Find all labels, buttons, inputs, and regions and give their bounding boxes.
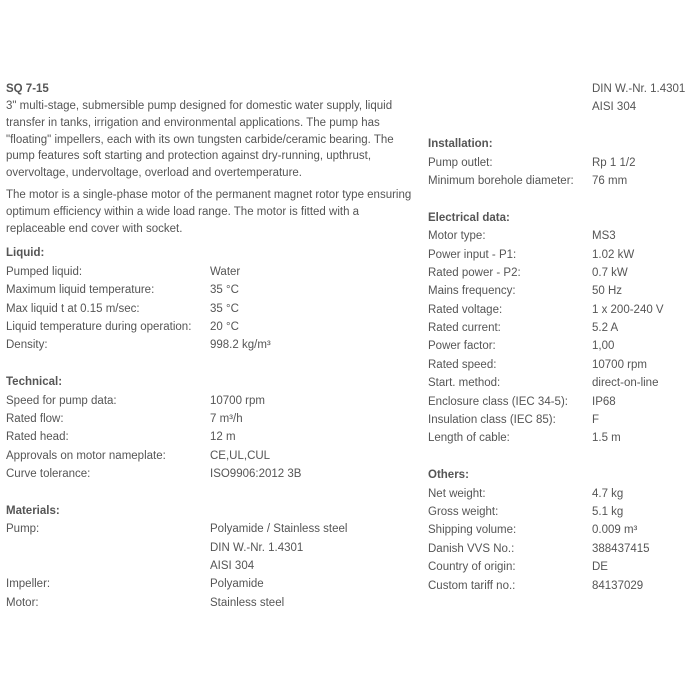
spec-value: 76 mm [592,174,628,187]
spec-value: 12 m [210,431,236,444]
spec-label: Minimum borehole diameter: [428,174,574,187]
spec-value: Water [210,265,241,278]
spec-label: Rated speed: [428,358,497,371]
spec-row-pump-material [6,520,416,575]
spec-value: 0.7 kW [592,266,628,279]
spec-row-approvals [6,447,416,465]
spec-row-gross-weight [428,503,698,521]
spec-label: Rated flow: [6,412,64,425]
spec-label: Liquid temperature during operation: [6,320,192,333]
electrical-section-title: Electrical data: [428,211,510,224]
spec-row-min-borehole-diameter [428,172,698,190]
spec-row-shipping-volume [428,521,698,539]
spec-label: Curve tolerance: [6,468,91,481]
spec-row-max-liquid-t-flow [6,300,416,318]
spec-label: Rated current: [428,322,501,335]
spec-label: Rated head: [6,431,69,444]
spec-value: Polyamide [210,578,264,591]
spec-value: 35 °C [210,302,239,315]
spec-row-country-of-origin [428,558,698,576]
technical-section-title: Technical: [6,376,63,389]
spec-row-start-method [428,374,698,392]
spec-row-max-liquid-temperature [6,281,416,299]
spec-label: Insulation class (IEC 85): [428,414,556,427]
spec-value: IP68 [592,395,616,408]
left-column [6,80,416,612]
spec-label: Impeller: [6,578,51,591]
spec-label: Power input - P1: [428,248,517,261]
installation-section-title: Installation: [428,138,493,151]
spec-value: 35 °C [210,284,239,297]
spec-label: Custom tariff no.: [428,579,516,592]
motor-material-continued-2 [428,98,698,116]
spec-label: Enclosure class (IEC 34-5): [428,395,568,408]
spec-label: Pump: [6,523,40,536]
spec-value: AISI 304 [210,560,255,573]
spec-value: 7 m³/h [210,412,243,425]
materials-section-title: Materials: [6,504,60,517]
spec-label: Speed for pump data: [6,394,117,407]
spec-row-rated-power [428,264,698,282]
spec-row-power-factor [428,337,698,355]
spec-label: Pumped liquid: [6,265,83,278]
spec-label: Pump outlet: [428,156,493,169]
spec-row-rated-voltage [428,301,698,319]
spec-value: 10700 rpm [592,358,647,371]
spec-row-density [6,336,416,354]
others-section-title: Others: [428,469,469,482]
spec-value: CE,UL,CUL [210,449,271,462]
right-column [428,80,698,595]
spec-value: Stainless steel [210,596,285,609]
spec-value: ISO9906:2012 3B [210,468,302,481]
spec-value: 1.5 m [592,432,621,445]
spec-row-motor-material [6,594,416,612]
spec-label: Power factor: [428,340,496,353]
spec-label: Motor type: [428,230,486,243]
spec-label: Approvals on motor nameplate: [6,449,166,462]
spec-value: DE [592,561,608,574]
spec-row-rated-speed [428,356,698,374]
spec-value: 10700 rpm [210,394,265,407]
spec-value: DIN W.-Nr. 1.4301 [592,83,686,95]
spec-value: DIN W.-Nr. 1.4301 [210,541,304,554]
spec-label: Maximum liquid temperature: [6,284,155,297]
spec-label: Motor: [6,596,39,609]
spec-value: 1.02 kW [592,248,635,261]
spec-label: Density: [6,339,48,352]
spec-label: Rated power - P2: [428,266,521,279]
spec-row-net-weight [428,485,698,503]
spec-row-pumped-liquid [6,263,416,281]
spec-row-speed [6,392,416,410]
spec-value: AISI 304 [592,101,637,114]
spec-row-curve-tolerance [6,465,416,483]
spec-row-danish-vvs [428,540,698,558]
spec-value: 5.1 kg [592,505,624,518]
spec-value: MS3 [592,230,616,243]
spec-row-impeller-material [6,575,416,593]
spec-row-insulation-class [428,411,698,429]
spec-label: Start. method: [428,377,501,390]
spec-label: Danish VVS No.: [428,542,515,555]
spec-row-rated-current [428,319,698,337]
spec-value: direct-on-line [592,377,659,390]
spec-value: 5.2 A [592,322,619,335]
spec-value: Polyamide / Stainless steel [210,523,348,536]
spec-value-stack [210,520,347,575]
spec-value: F [592,414,600,427]
motor-material-continued-1 [428,80,698,98]
spec-value: 20 °C [210,320,239,333]
spec-value: 388437415 [592,542,650,555]
spec-label: Rated voltage: [428,303,503,316]
spec-row-power-input [428,246,698,264]
spec-row-rated-flow [6,410,416,428]
liquid-section-title: Liquid: [6,247,45,260]
spec-value: 4.7 kg [592,487,624,500]
motor-description: The motor is a single-phase motor of the permanent magnet rotor type ensuring optimum efficiency within a wide load range. The motor is fitted with a replaceable end cover with socket. [6,188,412,235]
spec-value: Rp 1 1/2 [592,156,636,169]
spec-row-mains-frequency [428,282,698,300]
product-title: SQ 7-15 [6,83,49,95]
spec-value: 0.009 m³ [592,524,638,537]
spec-value: 1,00 [592,340,615,353]
spec-label: Shipping volume: [428,524,517,537]
spec-row-pump-outlet [428,154,698,172]
spec-value: 84137029 [592,579,644,592]
spec-label: Mains frequency: [428,285,516,298]
spec-row-enclosure-class [428,393,698,411]
spec-row-cable-length [428,429,698,447]
spec-row-motor-type [428,227,698,245]
spec-value: 1 x 200-240 V [592,303,664,316]
spec-value: 50 Hz [592,285,623,298]
spec-row-rated-head [6,428,416,446]
spec-label: Max liquid t at 0.15 m/sec: [6,302,140,315]
spec-label: Gross weight: [428,505,499,518]
spec-value: 998.2 kg/m³ [210,339,271,352]
spec-row-liquid-temperature-operation [6,318,416,336]
product-description: 3" multi-stage, submersible pump designed for domestic water supply, liquid transfer in tanks, irrigation and environmental applications. The pump has "floating" impellers, each with its own tungsten carbide/ceramic bearing. The pump features soft starting and protection against dry-running, upthrust, overvoltage, undervoltage, overload and overtemperature. [6,100,394,180]
spec-label: Country of origin: [428,561,516,574]
spec-label: Net weight: [428,487,486,500]
spec-row-custom-tariff [428,577,698,595]
spec-label: Length of cable: [428,432,510,445]
